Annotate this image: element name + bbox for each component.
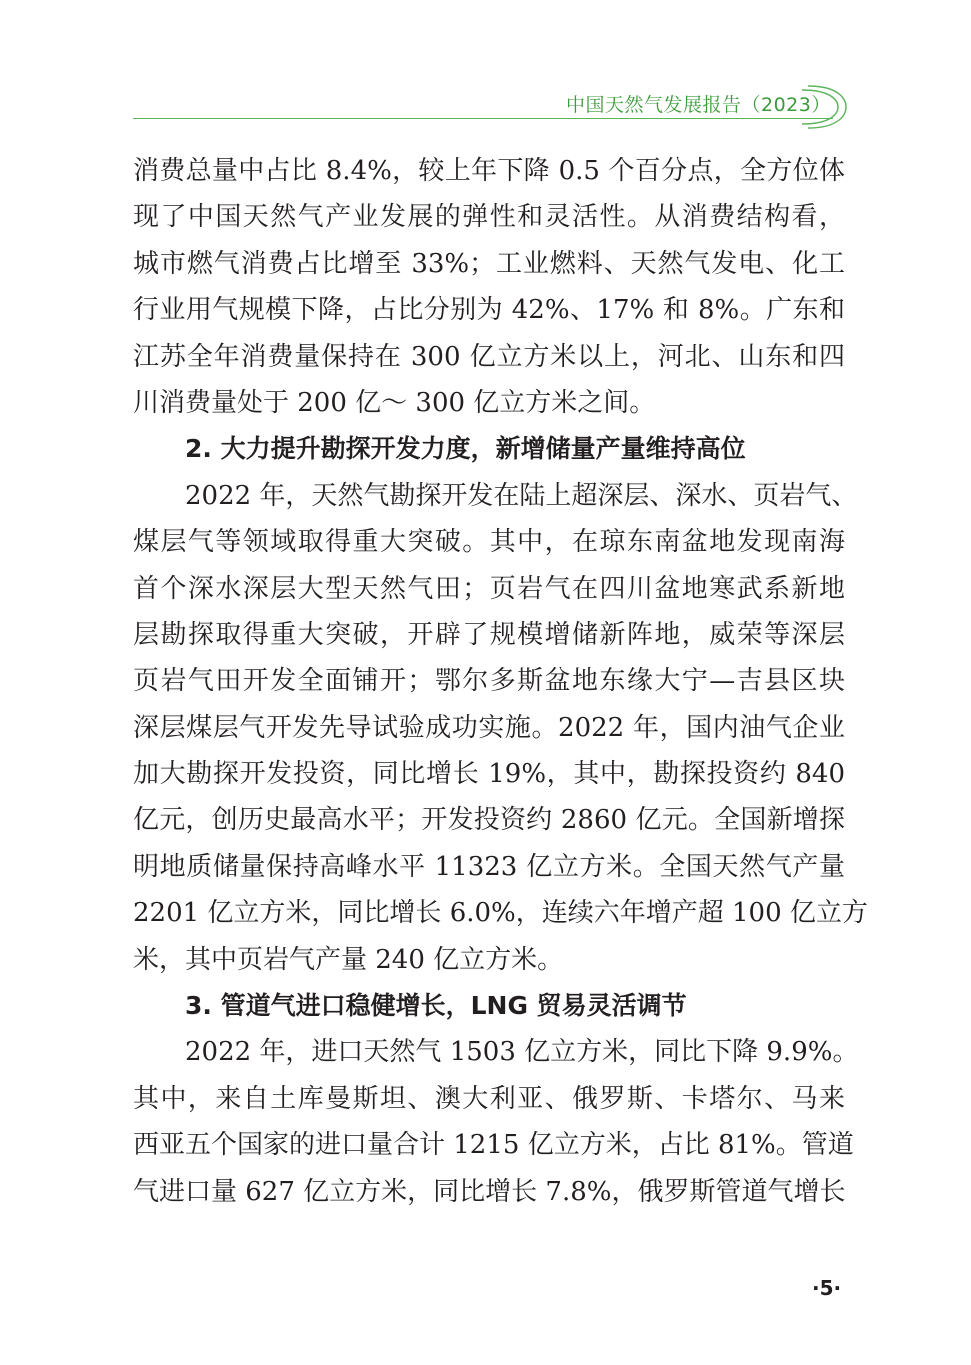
- text-line: 2022 年，天然气勘探开发在陆上超深层、深水、页岩气、: [185, 480, 858, 511]
- section-heading-exploration: 2. 大力提升勘探开发力度，新增储量产量维持高位: [185, 434, 746, 464]
- text-line: 行业用气规模下降，占比分别为 42%、17% 和 8%。广东和: [133, 295, 845, 326]
- text-line: 其中，来自土库曼斯坦、澳大利亚、俄罗斯、卡塔尔、马来: [133, 1083, 845, 1114]
- text-line: 亿元，创历史最高水平；开发投资约 2860 亿元。全国新增探: [133, 805, 845, 836]
- section-heading-imports: 3. 管道气进口稳健增长，LNG 贸易灵活调节: [185, 991, 687, 1021]
- text-line: 首个深水深层大型天然气田；页岩气在四川盆地寒武系新地: [133, 573, 845, 604]
- text-line: 2201 亿立方米，同比增长 6.0%，连续六年增产超 100 亿立方: [133, 898, 868, 929]
- text-line: 深层煤层气开发先导试验成功实施。2022 年，国内油气企业: [133, 712, 845, 743]
- text-line: 消费总量中占比 8.4%，较上年下降 0.5 个百分点，全方位体: [133, 156, 845, 186]
- paragraph-consumption: [133, 148, 845, 426]
- text-line: 城市燃气消费占比增至 33%；工业燃料、天然气发电、化工: [133, 248, 845, 279]
- text-line: 川消费量处于 200 亿～ 300 亿立方米之间。: [133, 387, 656, 418]
- text-line: 气进口量 627 亿立方米，同比增长 7.8%，俄罗斯管道气增长: [133, 1176, 846, 1207]
- header-rule: [133, 118, 833, 119]
- text-line: 层勘探取得重大突破，开辟了规模增储新阵地，威荣等深层: [133, 619, 845, 650]
- text-line: 明地质储量保持高峰水平 11323 亿立方米。全国天然气产量: [133, 851, 845, 882]
- header-bracket-ornament: [800, 84, 852, 130]
- page-number: ·5·: [812, 1276, 842, 1300]
- text-line: 西亚五个国家的进口量合计 1215 亿立方米，占比 81%。管道: [133, 1130, 854, 1161]
- text-line: 江苏全年消费量保持在 300 亿立方米以上，河北、山东和四: [133, 341, 845, 372]
- text-line: 煤层气等领域取得重大突破。其中，在琼东南盆地发现南海: [133, 527, 845, 558]
- text-line: 加大勘探开发投资，同比增长 19%，其中，勘探投资约 840: [133, 759, 845, 790]
- body-text: [133, 148, 868, 1215]
- paragraph-imports: [133, 1029, 859, 1215]
- text-line: 米，其中页岩气产量 240 亿立方米。: [133, 944, 564, 975]
- running-header-title: 中国天然气发展报告（2023）: [566, 94, 831, 116]
- text-line: 页岩气田开发全面铺开；鄂尔多斯盆地东缘大宁—吉县区块: [133, 666, 845, 697]
- text-line: 现了中国天然气产业发展的弹性和灵活性。从消费结构看，: [133, 202, 845, 233]
- paragraph-exploration: [133, 473, 868, 983]
- text-line: 2022 年，进口天然气 1503 亿立方米，同比下降 9.9%。: [185, 1037, 859, 1068]
